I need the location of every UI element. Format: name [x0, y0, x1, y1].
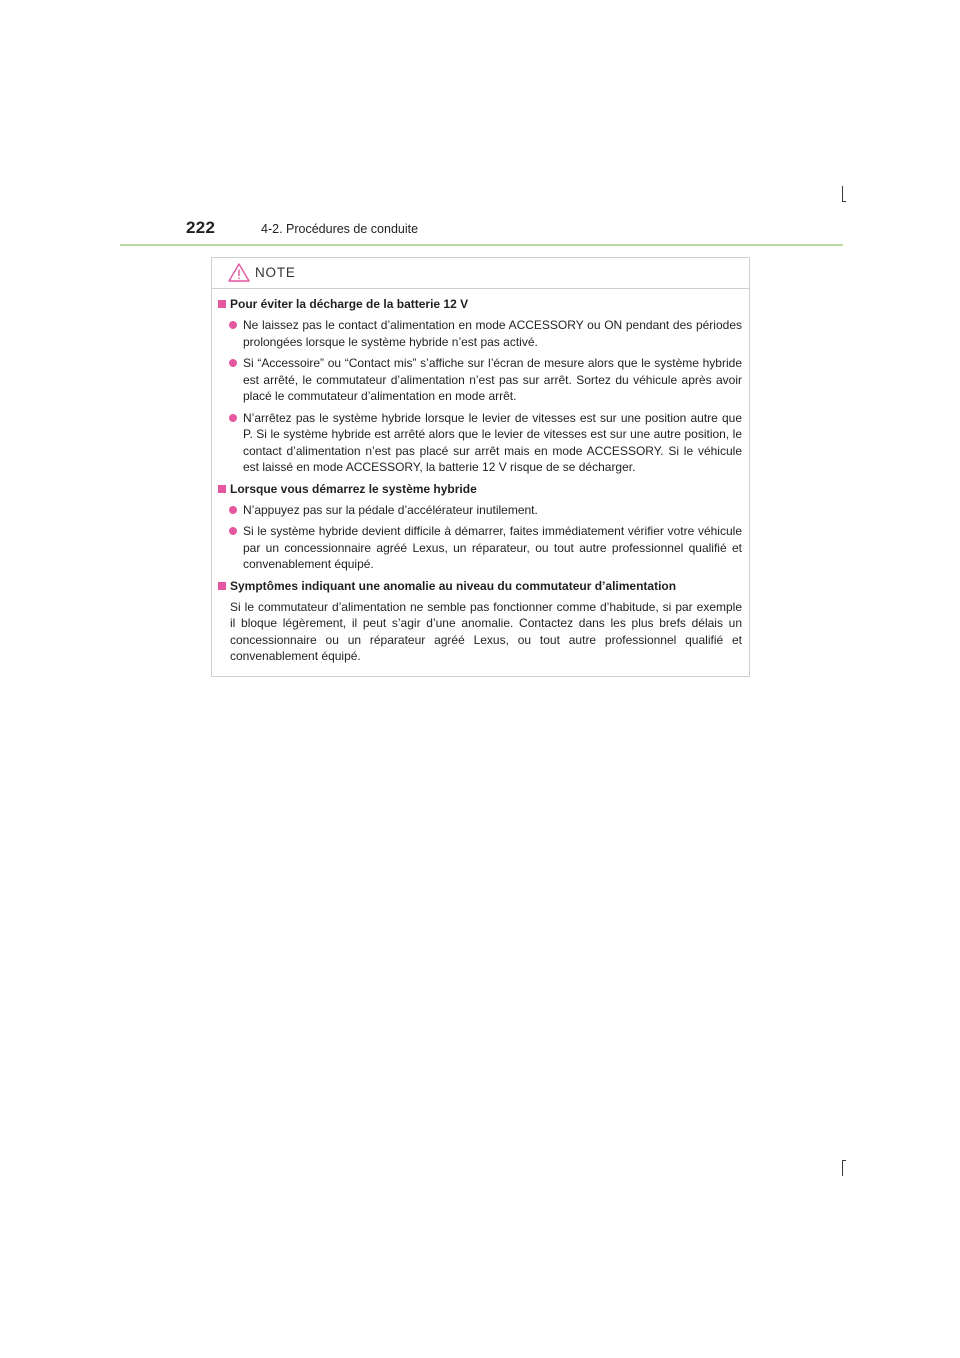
section-heading-text: Symptômes indiquant une anomalie au niveau du commutateur d’alimentation — [230, 578, 677, 593]
square-bullet-icon — [218, 300, 226, 308]
warning-triangle-icon — [228, 263, 250, 282]
round-bullet-icon — [229, 359, 237, 367]
round-bullet-icon — [229, 321, 237, 329]
square-bullet-icon — [218, 582, 226, 590]
crop-mark-bottom-right-foot — [842, 1160, 846, 1161]
list-item — [217, 410, 744, 476]
list-item-text: Si “Accessoire” ou “Contact mis” s’affiche sur l’écran de mesure alors que le système hybride est arrêté, le commutateur d’alimentation n’est pas sur arrêt. Sortez du véhicule après avoir placé le commutateur d’alimentation en mode arrêt. — [243, 356, 742, 403]
round-bullet-icon — [229, 506, 237, 514]
list-item — [217, 355, 744, 405]
square-bullet-icon — [218, 485, 226, 493]
header-rule — [120, 244, 843, 246]
note-content — [217, 296, 744, 665]
list-item-text: Si le système hybride devient difficile à démarrer, faites immédiatement vérifier votre véhicule par un concessionnaire agréé Lexus, un réparateur, ou tout autre professionnel qualifié et convenablement équipé. — [243, 524, 742, 571]
section-heading-text: Pour éviter la décharge de la batterie 12 V — [230, 297, 469, 311]
section-title: 4-2. Procédures de conduite — [261, 222, 419, 236]
section-heading-text: Lorsque vous démarrez le système hybride — [230, 481, 477, 496]
round-bullet-icon — [229, 527, 237, 535]
round-bullet-icon — [229, 414, 237, 422]
note-box — [211, 257, 750, 677]
list-item-text: N’arrêtez pas le système hybride lorsque le levier de vitesses est sur une position autre que P. Si le système hybride est arrêté alors que le levier de vitesses est sur une autre position, le contact d’alimentation n’est pas placé sur arrêt mais en mode ACCESSORY. Si le véhicule est laissé en mode ACCESSORY, la batterie 12 V risque de se décharger. — [243, 410, 742, 474]
list-item — [217, 502, 744, 519]
page-number: 222 — [186, 218, 216, 237]
section-heading — [217, 481, 744, 497]
list-item — [217, 523, 744, 573]
section-paragraph: Si le commutateur d’alimentation ne semble pas fonctionner comme d’habitude, si par exemple il bloque légèrement, il peut s’agir d’une anomalie. Contactez dans les plus brefs délais un concessionnaire ou un réparateur agréé Lexus, ou tout autre professionnel qualifié et convenablement équipé. — [230, 599, 742, 663]
note-label: NOTE — [255, 265, 296, 280]
list-item-text: Ne laissez pas le contact d’alimentation en mode ACCESSORY ou ON pendant des périodes prolongées lorsque le système hybride n’est pas activé. — [243, 318, 742, 349]
section-heading — [217, 578, 744, 594]
list-item-text: N’appuyez pas sur la pédale d’accélérateur inutilement. — [243, 502, 538, 517]
note-header — [212, 258, 749, 289]
list-item — [217, 317, 744, 350]
section-heading — [217, 296, 744, 312]
crop-mark-bottom-right — [842, 1160, 843, 1176]
crop-mark-top-right-foot — [842, 201, 846, 202]
crop-mark-top-right — [842, 186, 843, 202]
